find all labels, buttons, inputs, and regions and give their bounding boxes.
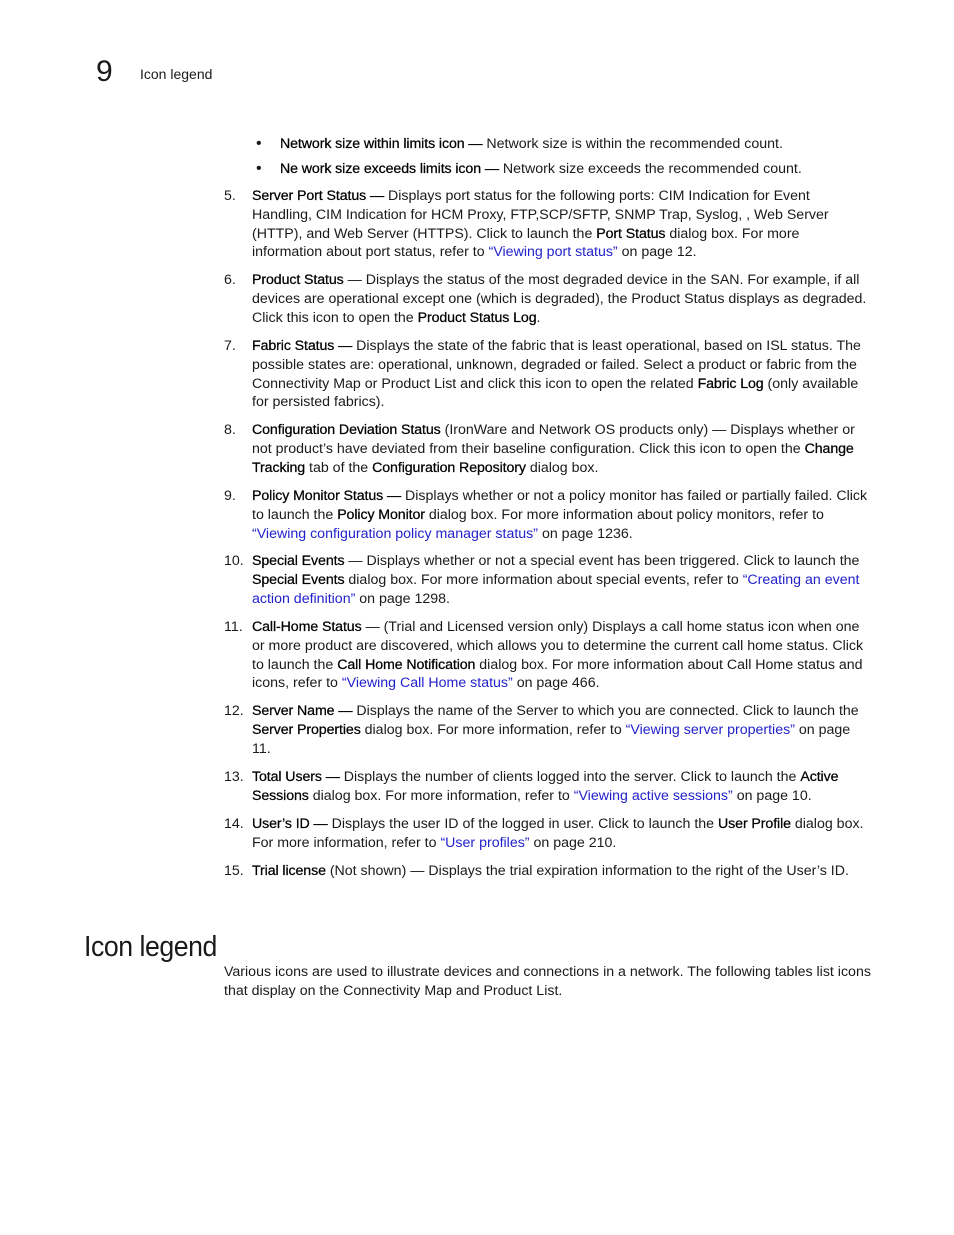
term: Change Tracking xyxy=(252,441,854,476)
section-paragraph: Various icons are used to illustrate devices and connections in a network. The following tables list icons that display on the Connectivity Map and Product List. xyxy=(224,964,871,999)
body-text: dialog box. For more information, refer to xyxy=(308,787,574,804)
list-item xyxy=(224,702,870,758)
term: Product Status xyxy=(252,272,344,289)
bullet-item xyxy=(256,135,876,154)
cross-reference-link[interactable]: “Viewing port status” xyxy=(488,244,618,261)
term: Configuration Repository xyxy=(372,459,526,476)
list-item-number: 9. xyxy=(224,487,236,504)
body-text: Displays port status for the following ports: CIM Indication for Event Handling, CIM Indication for HCM Proxy, FTP,SCP/SFTP, SNMP Trap, Syslog, , Web Server (HTTP), and Web Server (HTTPS). Click to launch the xyxy=(252,188,829,242)
cross-reference-link[interactable]: “Viewing active sessions” xyxy=(573,787,733,804)
term: User Profile xyxy=(718,815,791,832)
bullet-dot-icon: • xyxy=(256,160,262,177)
bullet-term: Network size within limits icon — xyxy=(280,136,483,152)
body-text: on page 1236. xyxy=(538,525,633,542)
body-text: on page 210. xyxy=(529,834,617,851)
bullet-term: Ne work size exceeds limits icon — xyxy=(280,161,499,177)
list-item-number: 15. xyxy=(224,862,244,879)
body-text: Displays the number of clients logged into the server. Click to launch the xyxy=(339,769,801,786)
list-item xyxy=(224,862,870,881)
term: Special Events xyxy=(252,553,345,570)
body-text: on page 1298. xyxy=(355,591,450,608)
term: Server Port Status — xyxy=(252,188,385,204)
cross-reference-link[interactable]: “User profiles” xyxy=(440,834,530,851)
list-item-number: 8. xyxy=(224,422,236,439)
numbered-list xyxy=(224,187,870,890)
body-text: (only available for persisted fabrics). xyxy=(252,375,859,411)
cross-reference-link[interactable]: “Viewing server properties” xyxy=(625,722,795,739)
bullet-item xyxy=(256,160,876,179)
term: User’s ID — xyxy=(252,815,328,832)
term: Special Events xyxy=(252,572,345,589)
term: Configuration Deviation Status xyxy=(252,422,441,439)
body-text: dialog box. xyxy=(525,459,599,476)
list-item-number: 12. xyxy=(224,703,244,720)
term: Call-Home Status xyxy=(252,619,362,636)
body-text: dialog box. For more information about policy monitors, refer to xyxy=(424,506,824,523)
body-text: on page 10. xyxy=(732,787,812,804)
list-item xyxy=(224,768,870,806)
list-item-number: 7. xyxy=(224,337,236,354)
body-text: dialog box. For more information about port status, refer to xyxy=(252,225,800,261)
term: Policy Monitor Status — xyxy=(252,487,402,504)
term: Call Home Notification xyxy=(337,656,476,673)
term: Trial license xyxy=(252,862,326,879)
cross-reference-link[interactable]: “Viewing Call Home status” xyxy=(341,675,513,692)
bullet-text: Network size is within the recommended count. xyxy=(482,136,783,152)
list-item xyxy=(224,618,870,693)
body-text: Displays whether or not a policy monitor has failed or partially failed. Click to launch the xyxy=(252,487,868,523)
body-text: tab of the xyxy=(305,459,373,476)
body-text: on page 12. xyxy=(617,244,697,261)
body-text: Displays the user ID of the logged in user. Click to launch the xyxy=(327,815,719,832)
list-item-number: 6. xyxy=(224,272,236,289)
cross-reference-link[interactable]: “Viewing configuration policy manager status” xyxy=(252,525,539,542)
body-text: dialog box. For more information, refer to xyxy=(252,815,864,851)
list-item xyxy=(224,187,870,262)
list-item xyxy=(224,271,870,327)
term: Total Users — xyxy=(252,769,340,786)
term: Product Status Log xyxy=(417,309,537,326)
body-text: Displays the name of the Server to which you are connected. Click to launch the xyxy=(352,703,859,720)
bullet-list xyxy=(256,135,876,185)
body-text: dialog box. For more information, refer to xyxy=(360,722,626,739)
body-text: dialog box. For more information about Call Home status and icons, refer to xyxy=(252,656,863,692)
list-item-number: 14. xyxy=(224,815,244,832)
body-text: on page 466. xyxy=(512,675,600,692)
section-heading: Icon legend xyxy=(84,931,217,964)
term: Server Properties xyxy=(252,722,361,739)
body-text: . xyxy=(536,309,541,326)
body-text: — Displays whether or not a special event has been triggered. Click to launch the xyxy=(344,553,860,570)
body-text: (IronWare and Network OS products only) — Displays whether or not product’s have deviated from their baseline configuration. Click this icon to open the xyxy=(252,422,855,458)
body-text: (Not shown) — Displays the trial expiration information to the right of the User’s ID. xyxy=(325,862,849,879)
list-item xyxy=(224,815,870,853)
term: Port Status xyxy=(596,225,666,242)
chapter-number: 9 xyxy=(96,55,113,88)
list-item-number: 13. xyxy=(224,769,244,786)
body-text: dialog box. For more information about special events, refer to xyxy=(344,572,743,589)
cross-reference-link[interactable]: “Creating an event action definition” xyxy=(252,572,860,608)
body-text: on page 11. xyxy=(252,722,851,758)
body-text: — Displays the status of the most degraded device in the SAN. For example, if all devices are operational except one (which is degraded), the Product Status displays as degraded. Click this icon to open the xyxy=(252,272,867,326)
body-text: Displays the state of the fabric that is least operational, based on ISL status. The possible states are: operational, unknown, degraded or failed. Select a product or fabric from the Connectivity Map or Product List and click this icon to open the related xyxy=(252,337,861,392)
term: Active Sessions xyxy=(252,769,839,804)
bullet-text: Network size exceeds the recommended count. xyxy=(498,161,802,177)
list-item xyxy=(224,487,870,543)
list-item-number: 11. xyxy=(224,619,243,636)
term: Server Name — xyxy=(252,703,353,720)
chapter-title: Icon legend xyxy=(140,66,213,82)
list-item xyxy=(224,337,870,412)
list-item-number: 5. xyxy=(224,188,236,204)
term: Fabric Log xyxy=(697,375,764,392)
list-item xyxy=(224,421,870,477)
list-item-number: 10. xyxy=(224,553,244,570)
body-text: — (Trial and Licensed version only) Displays a call home status icon when one or more product are discovered, which allows you to determine the current call home status. Click to launch the xyxy=(252,619,864,673)
list-item xyxy=(224,552,870,608)
bullet-dot-icon: • xyxy=(256,135,262,152)
term: Policy Monitor xyxy=(337,506,425,523)
term: Fabric Status — xyxy=(252,337,353,354)
